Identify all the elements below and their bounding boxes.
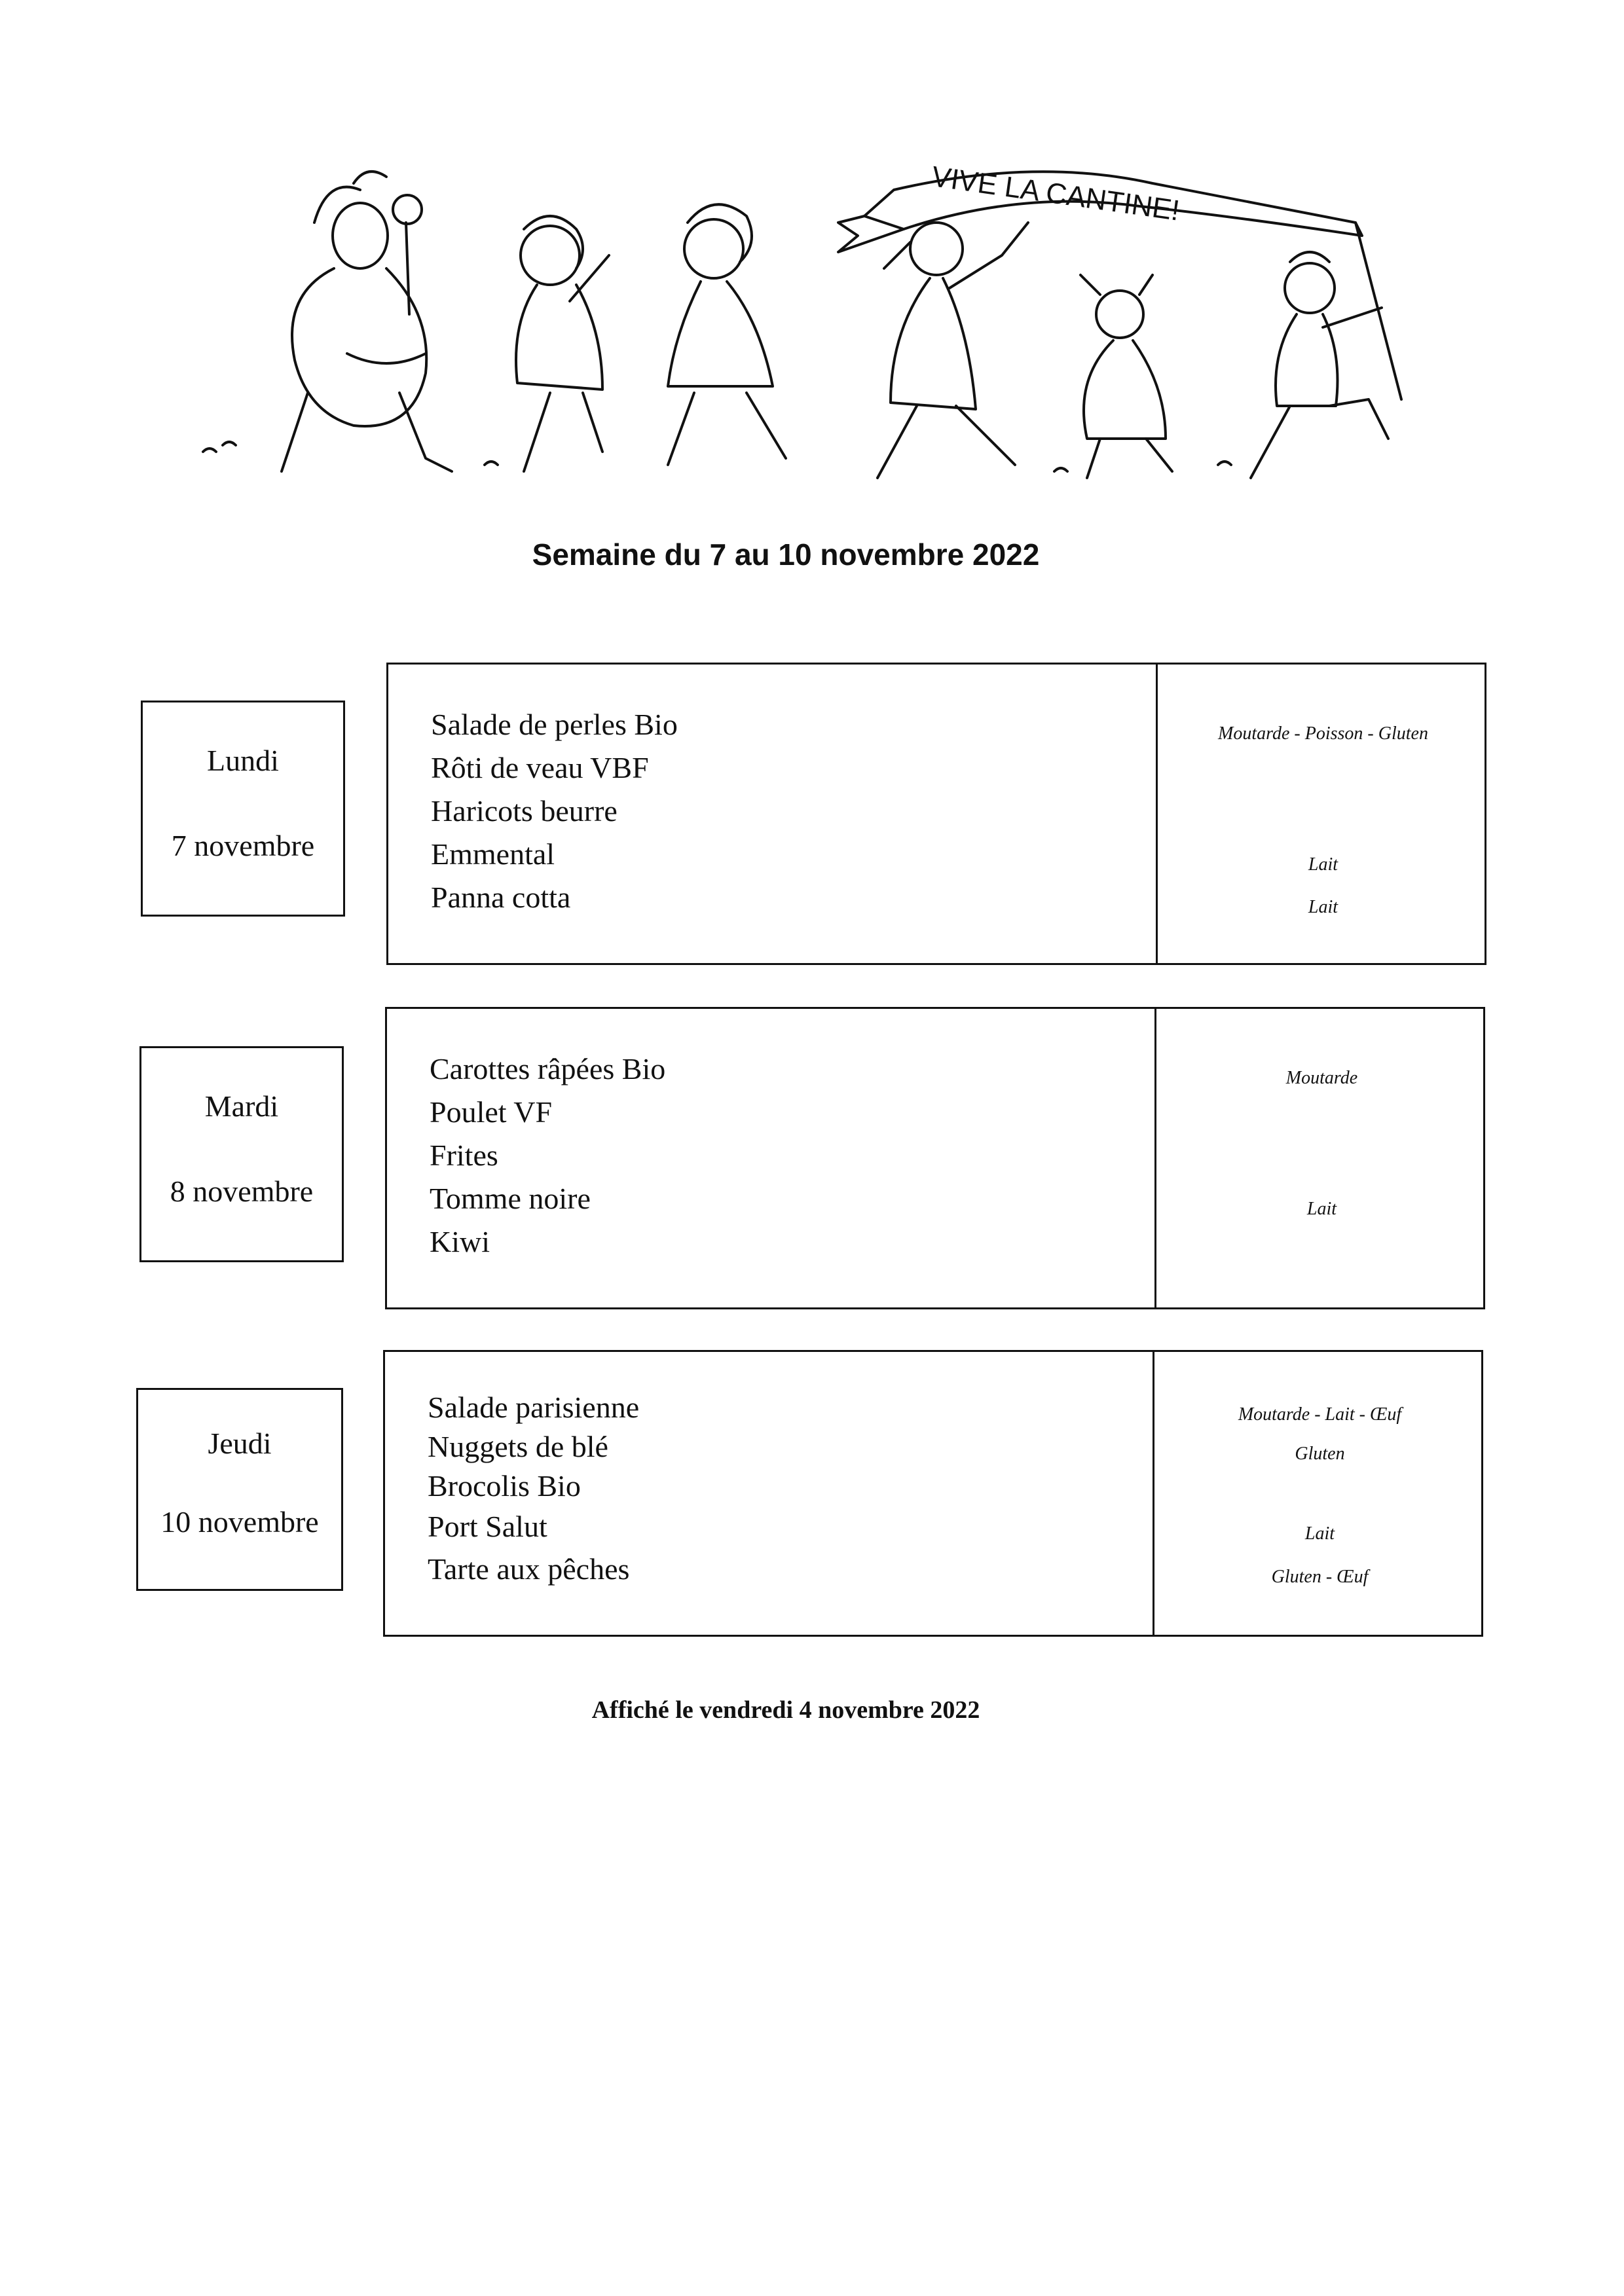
day-date: 10 novembre (160, 1505, 319, 1539)
allergen-note: Lait (1308, 897, 1338, 917)
menu-item: Port Salut (428, 1510, 547, 1543)
menu-item: Haricots beurre (431, 794, 618, 828)
day-box-lundi (141, 701, 345, 917)
menu-item: Rôti de veau VBF (431, 751, 649, 784)
menu-items-column (385, 1352, 1154, 1635)
day-box-mardi (139, 1046, 344, 1262)
menu-box-jeudi (383, 1350, 1483, 1637)
menu-item: Carottes râpées Bio (430, 1052, 666, 1085)
menu-item: Tarte aux pêches (428, 1552, 630, 1586)
banner-text: VIVE LA CANTINE! (929, 160, 1182, 227)
day-date: 8 novembre (170, 1175, 314, 1208)
menu-items-column (387, 1009, 1156, 1307)
allergen-note: Moutarde - Lait - Œuf (1238, 1404, 1402, 1425)
menu-item: Frites (430, 1139, 498, 1172)
allergen-note: Moutarde - Poisson - Gluten (1218, 723, 1428, 744)
menu-item: Brocolis Bio (428, 1469, 581, 1503)
day-name: Jeudi (208, 1427, 272, 1460)
posted-date-note: Affiché le vendredi 4 novembre 2022 (591, 1696, 980, 1724)
allergen-note: Lait (1304, 1523, 1335, 1544)
day-name: Lundi (207, 744, 279, 777)
menu-item: Salade parisienne (428, 1391, 640, 1424)
menu-box-lundi (386, 663, 1486, 965)
cantine-illustration (183, 144, 1428, 498)
menu-item: Kiwi (430, 1225, 490, 1258)
menu-item: Poulet VF (430, 1095, 553, 1129)
menu-item: Tomme noire (430, 1182, 591, 1215)
day-box-jeudi (136, 1388, 343, 1591)
menu-item: Panna cotta (431, 881, 571, 914)
day-date: 7 novembre (171, 829, 315, 862)
allergen-note: Gluten (1295, 1444, 1345, 1464)
allergen-note: Moutarde (1285, 1068, 1358, 1088)
allergen-note: Lait (1308, 854, 1338, 875)
menu-box-mardi (385, 1007, 1485, 1309)
week-title: Semaine du 7 au 10 novembre 2022 (532, 538, 1040, 572)
menu-items-column (388, 665, 1158, 963)
allergen-note: Gluten - Œuf (1271, 1567, 1369, 1587)
allergen-note: Lait (1306, 1199, 1337, 1219)
menu-item: Salade de perles Bio (431, 708, 678, 741)
menu-item: Emmental (431, 837, 555, 871)
menu-item: Nuggets de blé (428, 1430, 608, 1463)
day-name: Mardi (204, 1089, 279, 1123)
